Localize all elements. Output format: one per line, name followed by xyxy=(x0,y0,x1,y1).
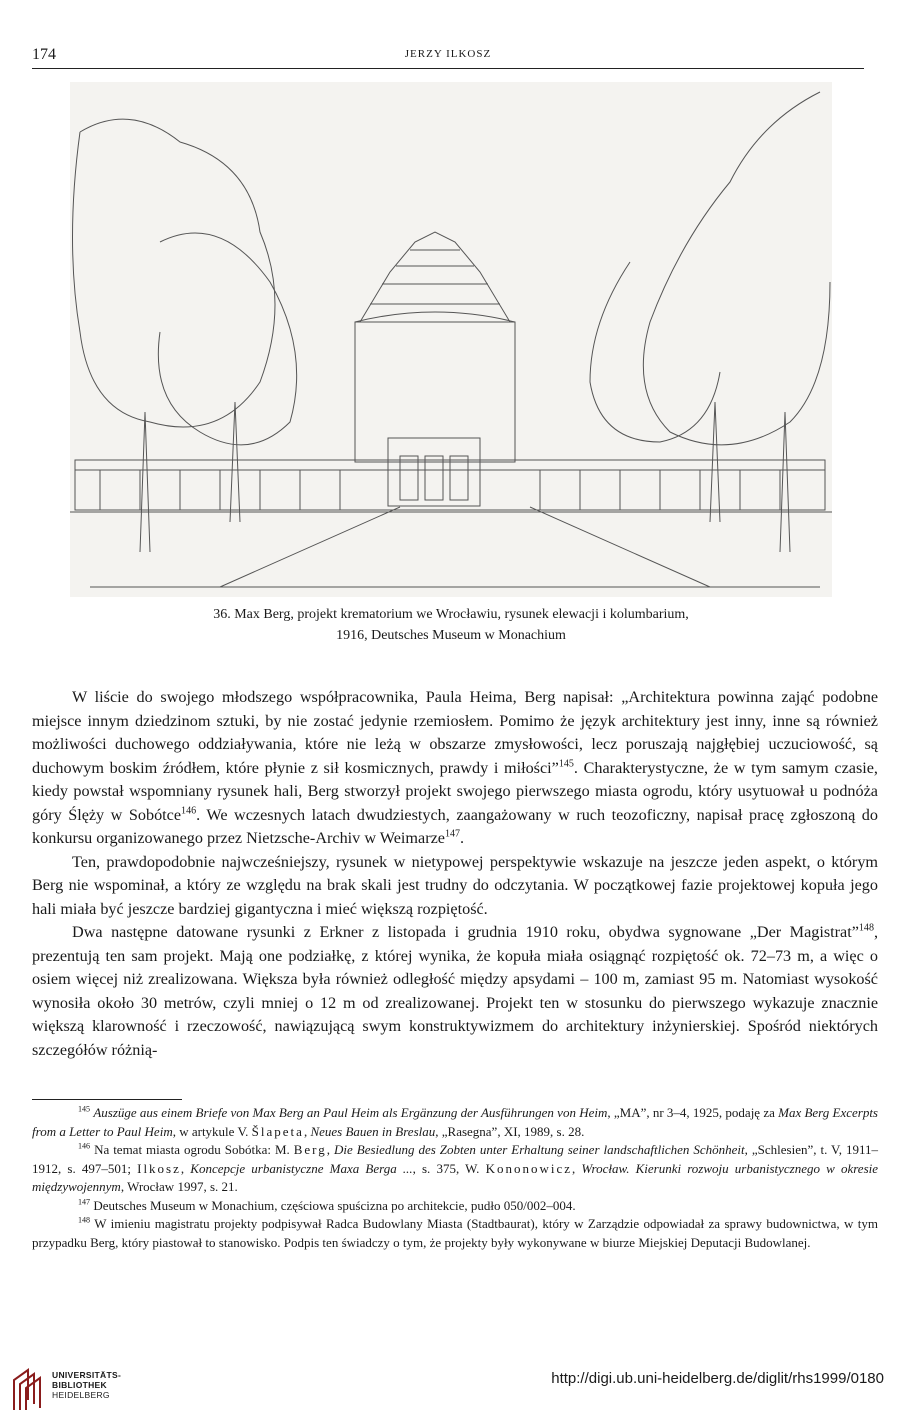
footnote-text: Na temat miasta ogrodu Sobótka: M. xyxy=(94,1142,294,1157)
footnote-text: , w artykule V. xyxy=(172,1123,252,1139)
footnote-text: Auszüge aus einem Briefe von Max Berg an Paul Heim als Ergänzung der Ausführungen von Heim xyxy=(93,1105,608,1120)
paragraph-3-text-a: Dwa następne datowane rysunki z Erkner z listopada i grudnia 1910 roku, obydwa sygnowane „Der Magistrat” xyxy=(72,923,859,941)
body-text xyxy=(32,686,878,1062)
footnote-text: , „MA”, nr 3–4, 1925, podaję za xyxy=(607,1105,779,1120)
paragraph-1 xyxy=(32,686,878,851)
page-number: 174 xyxy=(32,46,56,63)
figure-caption xyxy=(70,604,832,646)
footnote-divider xyxy=(32,1099,182,1100)
caption-line-1: 36. Max Berg, projekt krematorium we Wrocławiu, rysunek elewacji i kolumbarium, xyxy=(213,607,689,622)
footnote-ref-146: 146 xyxy=(181,805,197,817)
paragraph-1-text-b: . Charakterystyczne, że w tym samym czasie, kiedy powstał wspomniany rysunek hali, Berg stworzył projekt swojego pierwszego miasta ogrodu, który usytuował u podnóża góry Ślęży w Sobótce xyxy=(32,758,878,824)
paragraph-1-text-a: W liście do swojego młodszego współpracownika, Paula Heima, Berg napisał: „Architektura powinna zająć podobne miejsce innym dziedzinom sztuki, by nie zostać jedynie rzemiosłem. Pomimo że język architektury jest inny, inne są również możliwości duchowego oddziaływania, które nie leżą w obszarze zmysłowości, lecz poruszają najgłębiej uczuciowość, są duchowym boskim źródłem, które płynie z sił kosmicznych, prawdy i miłości” xyxy=(32,688,878,777)
paragraph-1-text-d: . xyxy=(460,829,465,847)
footnote-text: Wrocław. Kierunki rozwoju urbanistycznego w okresie międzywojennym xyxy=(32,1160,879,1194)
footnote-ref-145: 145 xyxy=(558,758,574,770)
library-logo[interactable] xyxy=(8,1366,138,1416)
footnote-text: , xyxy=(303,1123,311,1139)
figure-illustration xyxy=(70,82,832,597)
footnote-147 xyxy=(32,1197,878,1216)
footnote-author: Šlapeta xyxy=(251,1123,304,1139)
footnote-text: , xyxy=(326,1142,335,1157)
footnote-text: W imieniu magistratu projekty podpisywał Radca Budowlany Miasta (Stadtbaurat), który w Zarządzie odpowiadał za sprawy budownictwa, w tym przypadku Berg, który piastował to stanowisko. Podpis ten świadczy o tym, że projekty były wykonywane w biurze Miejskiej Deputacji Budowlanej. xyxy=(32,1216,878,1250)
paragraph-3-text-b: , prezentują ten sam projekt. Mają one podziałkę, z której wynika, że kopuła miała osiągnąć rozpiętość ok. 72–73 m, a więc o osiem więcej niż zrealizowana. Większa była również odległość między apsydami – 100 m, zamiast 95 m. Natomiast wysokość wynosiła około 30 metrów, czyli mniej o 12 m od zrealizowanej. Projekt ten w stosunku do pierwszego wykazuje znacznie większą klarowność i rzeczowość, nawiązującą swym konstruktywizmem do architektury inżynierskiej. Spośród niektórych szczegółów różnią- xyxy=(32,923,878,1059)
footnote-text: , Wrocław 1997, s. 21. xyxy=(120,1179,238,1194)
footnote-number: 147 xyxy=(78,1197,91,1207)
library-name xyxy=(52,1370,121,1400)
footnote-ref-148: 148 xyxy=(858,922,874,934)
footnote-text: , xyxy=(572,1160,582,1176)
library-logo-icon xyxy=(8,1366,46,1412)
footnote-text: Max Berg Excerpts from a Letter to Paul Heim xyxy=(32,1105,878,1139)
running-head: JERZY ILKOSZ xyxy=(404,48,492,60)
footnote-number: 148 xyxy=(78,1215,91,1225)
footnote-text: Die Besiedlung des Zobten unter Erhaltung seiner landschaftlichen Schönheit xyxy=(334,1142,745,1157)
paragraph-2: Ten, prawdopodobnie najwcześniejszy, rysunek w nietypowej perspektywie wskazuje na jeszcze jeden aspekt, o którym Berg nie wspominał, a który ze względu na brak skali jest trudny do odczytania. W początkowej fazie projektowej kopuła jego hali miała być jeszcze bardziej gigantyczna i mieć większą rozpiętość. xyxy=(32,852,878,918)
footnote-145 xyxy=(32,1104,878,1141)
footnote-text: , „Schlesien”, t. V, 1911–1912, s. 497–501; xyxy=(32,1142,879,1176)
source-url[interactable]: http://digi.ub.uni-heidelberg.de/diglit/rhs1999/0180 xyxy=(551,1370,884,1387)
paragraph-1-text-c: . We wczesnych latach dwudziestych, zaangażowany w ruch teozoficzny, napisał pracę zgłoszoną do konkursu organizowanego przez Nietzsche-Archiv w Weimarze xyxy=(32,805,878,847)
footnote-text: Neues Bauen in Breslau xyxy=(310,1123,436,1139)
footnote-text: Deutsches Museum w Monachium, częściowa spuścizna po architekcie, pudło 050/002–004. xyxy=(93,1197,576,1213)
footnote-text: Koncepcje urbanistyczne Maxa Berga ... xyxy=(190,1160,413,1176)
footnote-text: , „Rasegna”, XI, 1989, s. 28. xyxy=(435,1123,585,1139)
footnote-ref-147: 147 xyxy=(444,828,461,840)
footnote-author: Ilkosz xyxy=(137,1160,181,1176)
footnote-text: , xyxy=(180,1160,191,1176)
footnote-number: 145 xyxy=(78,1104,91,1114)
caption-line-2: 1916, Deutsches Museum w Monachium xyxy=(336,628,566,643)
page-header xyxy=(32,44,864,69)
library-name-line-3: HEIDELBERG xyxy=(52,1390,110,1400)
crematorium-drawing xyxy=(70,82,832,597)
library-name-line-2: BIBLIOTHEK xyxy=(52,1380,107,1390)
footnote-author: Berg xyxy=(293,1142,327,1157)
footnote-number: 146 xyxy=(78,1141,91,1151)
footnote-146 xyxy=(32,1141,878,1197)
footnote-author: Kononowicz xyxy=(485,1160,573,1176)
footnote-148 xyxy=(32,1215,878,1252)
footnote-text: , s. 375, W. xyxy=(412,1160,486,1176)
library-name-line-1: UNIVERSITÄTS- xyxy=(52,1370,122,1380)
paragraph-3 xyxy=(32,921,878,1062)
footnotes xyxy=(32,1104,878,1252)
